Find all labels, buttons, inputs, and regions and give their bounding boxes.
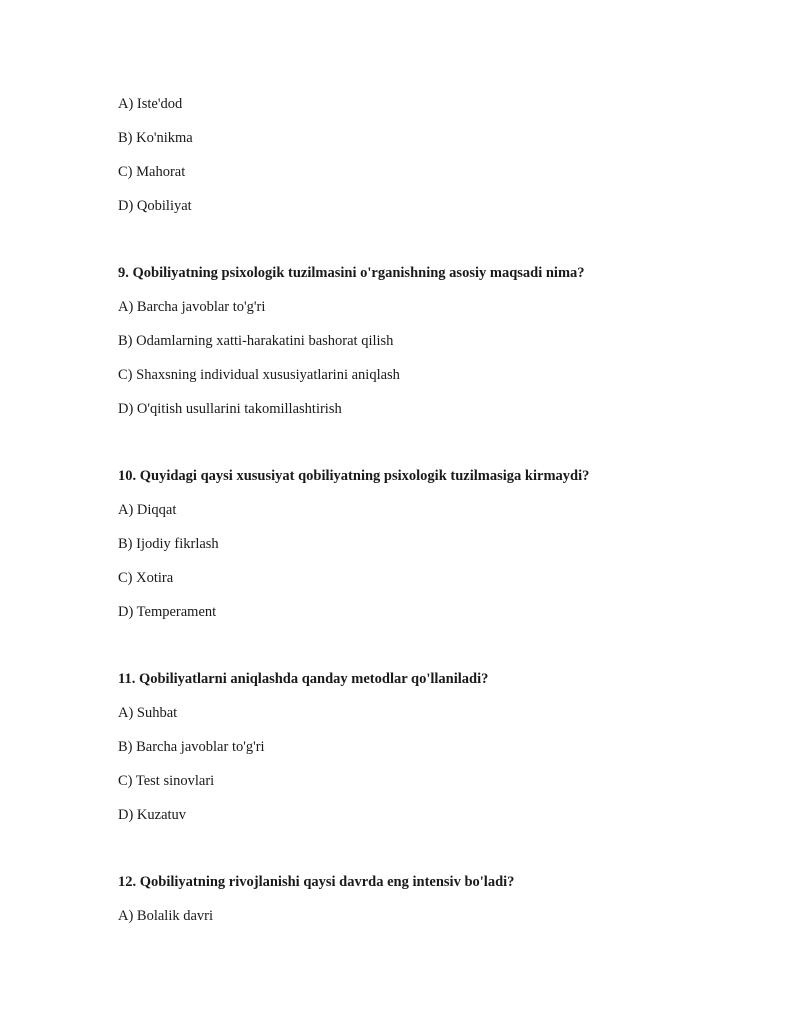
question-9-option-a: A) Barcha javoblar to'g'ri xyxy=(118,299,266,315)
question-9-option-c: C) Shaxsning individual xususiyatlarini aniqlash xyxy=(118,367,400,383)
question-10-option-b: B) Ijodiy fikrlash xyxy=(118,536,219,552)
question-10-option-d: D) Temperament xyxy=(118,604,217,620)
question-10-option-a: A) Diqqat xyxy=(118,502,177,518)
question-11-option-d: D) Kuzatuv xyxy=(118,807,187,823)
question-11-title: 11. Qobiliyatlarni aniqlashda qanday metodlar qo'llaniladi? xyxy=(118,671,489,687)
prev-question-option-c: C) Mahorat xyxy=(118,164,186,180)
question-10-title: 10. Quyidagi qaysi xususiyat qobiliyatning psixologik tuzilmasiga kirmaydi? xyxy=(118,468,590,484)
question-12-title: 12. Qobiliyatning rivojlanishi qaysi davrda eng intensiv bo'ladi? xyxy=(118,874,515,890)
question-9-title: 9. Qobiliyatning psixologik tuzilmasini o'rganishning asosiy maqsadi nima? xyxy=(118,265,585,281)
prev-question-option-b: B) Ko'nikma xyxy=(118,130,193,146)
question-11-option-a: A) Suhbat xyxy=(118,705,178,721)
prev-question-option-d: D) Qobiliyat xyxy=(118,198,192,214)
question-11-option-c: C) Test sinovlari xyxy=(118,773,215,789)
question-11-option-b: B) Barcha javoblar to'g'ri xyxy=(118,739,265,755)
question-9-option-d: D) O'qitish usullarini takomillashtirish xyxy=(118,401,342,417)
question-9-option-b: B) Odamlarning xatti-harakatini bashorat qilish xyxy=(118,333,394,349)
question-12-option-a: A) Bolalik davri xyxy=(118,908,214,924)
question-10-option-c: C) Xotira xyxy=(118,570,174,586)
prev-question-option-a: A) Iste'dod xyxy=(118,96,183,112)
